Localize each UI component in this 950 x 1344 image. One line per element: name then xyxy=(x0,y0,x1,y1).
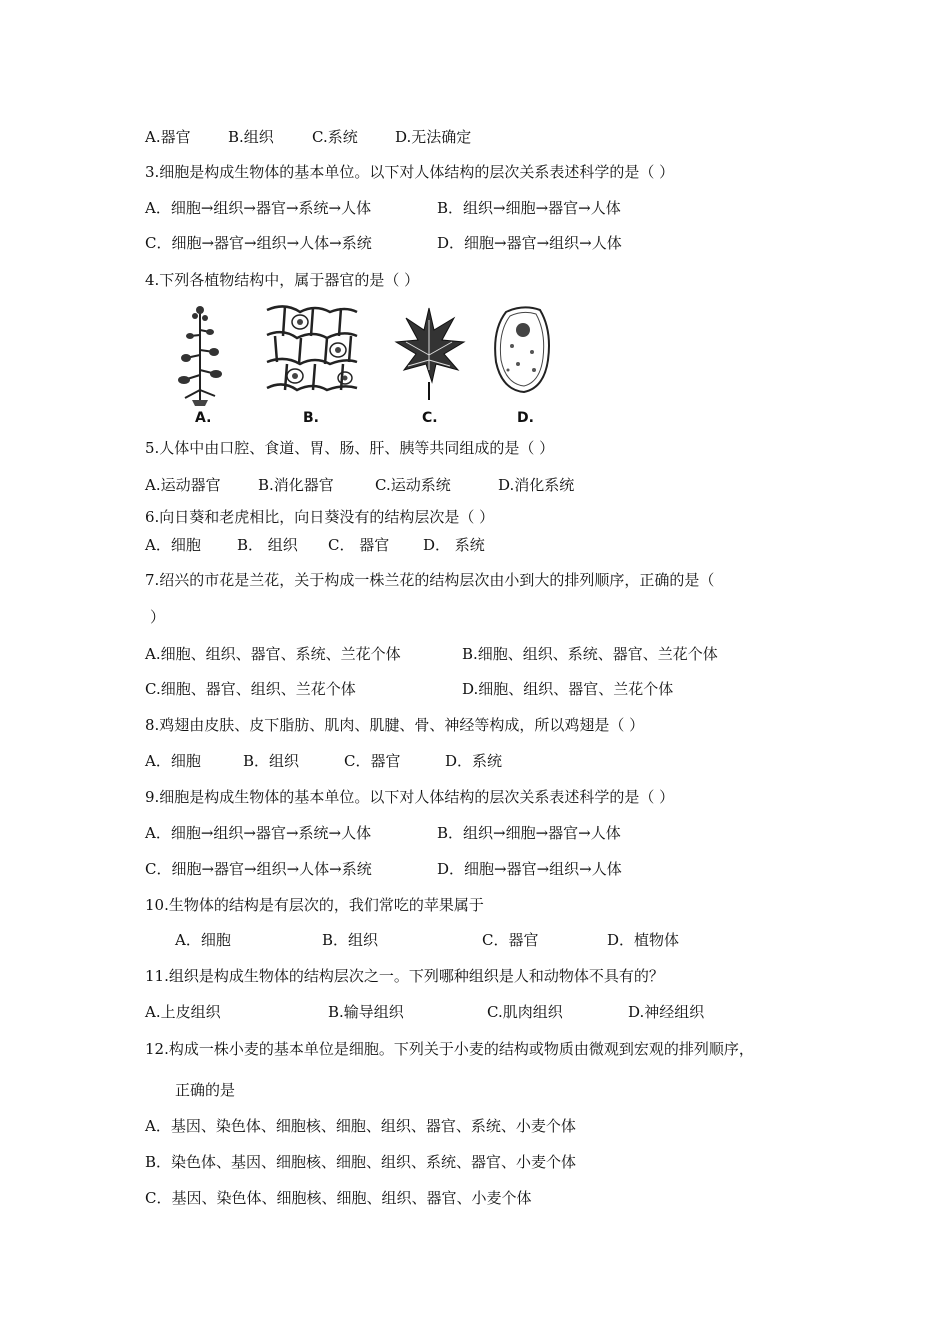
text-segment: A.运动器官 xyxy=(145,476,221,494)
text-segment: D.神经组织 xyxy=(628,1003,705,1021)
text-segment: B.细胞、组织、系统、器官、兰花个体 xyxy=(462,645,718,663)
text-segment: B.消化器官 xyxy=(258,476,334,494)
plant-structure-figures xyxy=(170,300,570,435)
text-segment: B．染色体、基因、细胞核、细胞、组织、系统、器官、小麦个体 xyxy=(145,1153,577,1171)
leaf-icon xyxy=(392,300,467,405)
text-segment: D．系统 xyxy=(445,752,503,770)
text-segment: B.输导组织 xyxy=(328,1003,404,1021)
figure-b-tissue xyxy=(265,300,360,409)
cell-icon xyxy=(488,300,558,400)
text-segment: 7.绍兴的市花是兰花，关于构成一株兰花的结构层次由小到大的排列顺序，正确的是（ xyxy=(145,571,715,589)
tissue-icon xyxy=(265,300,360,405)
text-segment: 12.构成一株小麦的基本单位是细胞。下列关于小麦的结构或物质由微观到宏观的排列顺序， xyxy=(145,1040,754,1058)
text-segment: A．细胞→组织→器官→系统→人体 xyxy=(145,199,372,217)
text-segment: C．器官 xyxy=(344,752,401,770)
text-segment: A．基因、染色体、细胞核、细胞、组织、器官、系统、小麦个体 xyxy=(145,1117,576,1135)
text-segment: D．细胞→器官→组织→人体 xyxy=(437,860,622,878)
text-segment: 6.向日葵和老虎相比，向日葵没有的结构层次是（ ） xyxy=(145,508,495,526)
text-segment: A.器官 xyxy=(145,128,191,146)
text-segment: A．细胞 xyxy=(145,752,201,770)
text-segment: D.消化系统 xyxy=(498,476,575,494)
text-segment: B.组织 xyxy=(228,128,274,146)
text-segment: 4.下列各植物结构中，属于器官的是（ ） xyxy=(145,271,420,289)
figure-d-cell xyxy=(488,300,558,404)
text-segment: C． 器官 xyxy=(328,536,390,554)
figure-c-leaf xyxy=(392,300,467,409)
text-segment: 正确的是 xyxy=(175,1081,236,1099)
text-segment: B． 组织 xyxy=(237,536,298,554)
text-segment: A．细胞 xyxy=(145,536,201,554)
figure-c-label: C. xyxy=(422,410,438,426)
text-segment: D． 系统 xyxy=(423,536,485,554)
text-segment: D.细胞、组织、器官、兰花个体 xyxy=(462,680,674,698)
text-segment: C．细胞→器官→组织→人体→系统 xyxy=(145,234,372,252)
text-segment: ） xyxy=(150,608,166,626)
text-segment: 8.鸡翅由皮肤、皮下脂肪、肌肉、肌腱、骨、神经等构成，所以鸡翅是（ ） xyxy=(145,716,645,734)
text-segment: D．植物体 xyxy=(607,931,680,949)
text-segment: 10.生物体的结构是有层次的，我们常吃的苹果属于 xyxy=(145,896,484,914)
figure-b-label: B. xyxy=(303,410,319,426)
figure-d-label: D. xyxy=(517,410,534,426)
plant-icon xyxy=(170,300,230,410)
text-segment: C．基因、染色体、细胞核、细胞、组织、器官、小麦个体 xyxy=(145,1189,532,1207)
text-segment: C．器官 xyxy=(482,931,539,949)
text-segment: A．细胞→组织→器官→系统→人体 xyxy=(145,824,372,842)
text-segment: A．细胞 xyxy=(175,931,231,949)
text-segment: C．细胞→器官→组织→人体→系统 xyxy=(145,860,372,878)
text-segment: A.细胞、组织、器官、系统、兰花个体 xyxy=(145,645,401,663)
text-segment: A.上皮组织 xyxy=(145,1003,221,1021)
text-segment: B．组织→细胞→器官→人体 xyxy=(437,199,621,217)
text-segment: D.无法确定 xyxy=(395,128,472,146)
text-segment: D．细胞→器官→组织→人体 xyxy=(437,234,622,252)
text-segment: C.细胞、器官、组织、兰花个体 xyxy=(145,680,356,698)
text-segment: 3.细胞是构成生物体的基本单位。以下对人体结构的层次关系表述科学的是（ ） xyxy=(145,163,675,181)
text-segment: B．组织 xyxy=(322,931,379,949)
text-segment: 5.人体中由口腔、食道、胃、肠、肝、胰等共同组成的是（ ） xyxy=(145,439,555,457)
text-segment: C.运动系统 xyxy=(375,476,451,494)
text-segment: C.肌肉组织 xyxy=(487,1003,563,1021)
text-segment: B．组织 xyxy=(243,752,300,770)
text-segment: 11.组织是构成生物体的结构层次之一。下列哪种组织是人和动物体不具有的？ xyxy=(145,967,664,985)
text-segment: 9.细胞是构成生物体的基本单位。以下对人体结构的层次关系表述科学的是（ ） xyxy=(145,788,675,806)
figure-a-label: A. xyxy=(195,410,212,426)
text-segment: C.系统 xyxy=(312,128,358,146)
figure-a-plant xyxy=(170,300,230,414)
text-segment: B．组织→细胞→器官→人体 xyxy=(437,824,621,842)
